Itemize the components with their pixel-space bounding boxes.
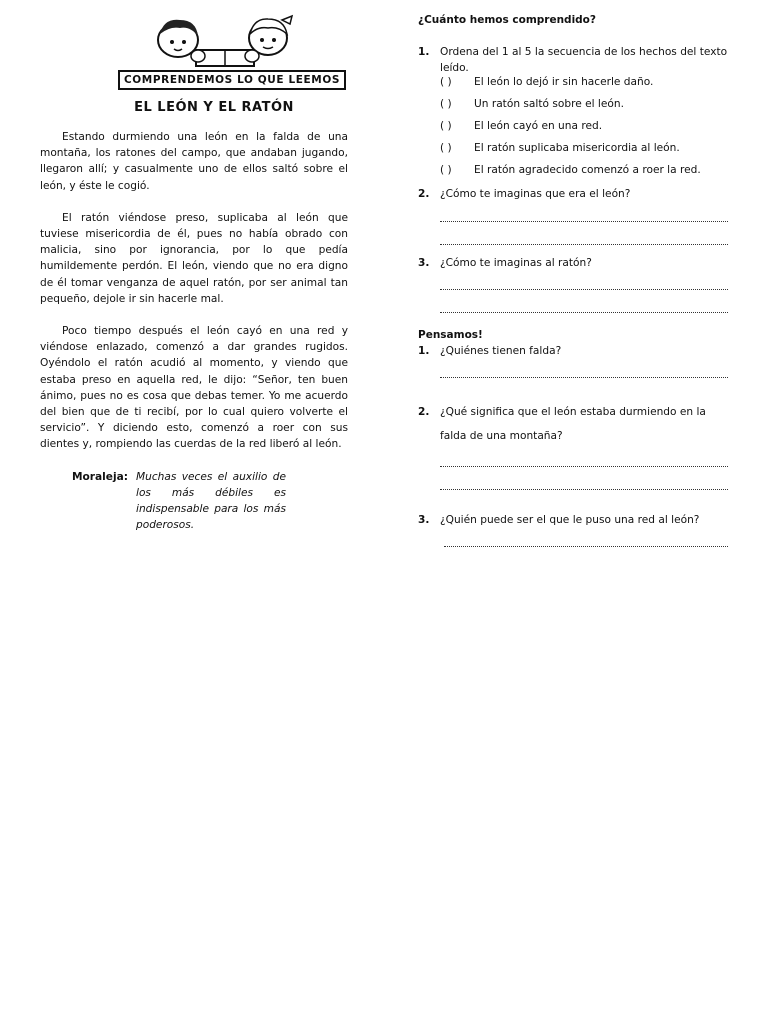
pensamos-heading: Pensamos! — [418, 328, 483, 341]
question-number: 3. — [418, 514, 430, 527]
question-falda — [418, 343, 728, 359]
moral-label: Moraleja: — [71, 470, 128, 483]
sequence-item-text: El ratón suplicaba misericordia al león. — [474, 142, 680, 155]
sequence-item[interactable] — [440, 142, 728, 164]
question-number: 1. — [418, 46, 430, 58]
questions-column — [418, 14, 728, 557]
sequence-item-text: Un ratón saltó sobre el león. — [474, 98, 624, 111]
question-mouse — [418, 255, 728, 271]
answer-line[interactable] — [440, 209, 728, 222]
question-number: 2. — [418, 188, 430, 201]
story-column — [40, 14, 348, 533]
question-lion — [418, 186, 728, 202]
answer-line[interactable] — [440, 365, 728, 378]
question-text: ¿Cómo te imaginas que era el león? — [440, 188, 631, 201]
sequence-item[interactable] — [440, 120, 728, 142]
question-number: 2. — [418, 406, 430, 419]
question-number: 3. — [418, 256, 430, 269]
answer-line[interactable] — [440, 477, 728, 490]
sequence-item[interactable] — [440, 98, 728, 120]
comprension-heading: ¿Cuánto hemos comprendido? — [418, 14, 596, 26]
sequence-item[interactable] — [440, 76, 728, 98]
story-title: EL LEÓN Y EL RATÓN — [134, 100, 294, 115]
question-order — [418, 44, 728, 76]
answer-line[interactable] — [440, 454, 728, 467]
question-text: ¿Quién puede ser el que le puso una red al león? — [440, 514, 700, 527]
moral-text: Muchas veces el auxilio de los más débiles es indispensable para los más poderosos. — [136, 470, 286, 532]
answer-line[interactable] — [444, 534, 728, 547]
order-box[interactable]: ( ) — [440, 98, 452, 111]
story-paragraph-2: El ratón viéndose preso, suplicaba al león que tuviese misericordia de él, pues no había obrado con malicia, sino por ignorancia, por lo que pedía humildemente perdón. El león, viendo que no era digno de él tomar venganza de aquel ratón, por ser animal tan pequeño, dejole ir sin hacerle mal. — [40, 211, 348, 305]
question-meaning — [418, 400, 728, 448]
section-banner: COMPRENDEMOS LO QUE LEEMOS — [118, 70, 346, 90]
sequence-item[interactable] — [440, 164, 728, 186]
question-red — [418, 512, 728, 528]
question-text: ¿Quiénes tienen falda? — [440, 344, 562, 357]
answer-line[interactable] — [440, 300, 728, 313]
sequence-list — [440, 76, 728, 186]
sequence-item-text: El león cayó en una red. — [474, 120, 603, 133]
story-paragraph-1: Estando durmiendo una león en la falda de una montaña, los ratones del campo, que andaban jugando, llegaron allí; y casualmente uno de ellos saltó sobre el león, y éste le cogió. — [40, 131, 348, 192]
sequence-item-text: El león lo dejó ir sin hacerle daño. — [474, 76, 654, 89]
order-box[interactable]: ( ) — [440, 120, 452, 133]
question-text: Ordena del 1 al 5 la secuencia de los hechos del texto leído. — [440, 46, 728, 75]
question-text: ¿Cómo te imaginas al ratón? — [440, 256, 592, 269]
order-box[interactable]: ( ) — [440, 76, 452, 89]
kids-drawing — [150, 14, 300, 68]
sequence-item-text: El ratón agradecido comenzó a roer la red. — [474, 164, 701, 177]
order-box[interactable]: ( ) — [440, 164, 452, 177]
order-box[interactable]: ( ) — [440, 142, 452, 155]
story-paragraph-3: Poco tiempo después el león cayó en una red y viéndose enlazado, comenzó a dar grandes rugidos. Oyéndolo el ratón acudió al momento, y viendo que estaba preso en aquella red, le dijo: “Señor, ten buen ánimo, pues no es cosa que debas temer. Yo me acuerdo del bien que de ti recibí, por lo cual quiero volverte el servicio”. Y diciendo esto, comenzó a roer con sus dientes y, rompiendo las cuerdas de la red liberó al león. — [40, 325, 348, 451]
answer-line[interactable] — [440, 277, 728, 290]
question-text: ¿Qué significa que el león estaba durmiendo en la falda de una montaña? — [440, 406, 706, 443]
children-reading-illustration — [150, 14, 300, 68]
question-number: 1. — [418, 344, 430, 357]
answer-line[interactable] — [440, 232, 728, 245]
moral — [40, 469, 348, 534]
